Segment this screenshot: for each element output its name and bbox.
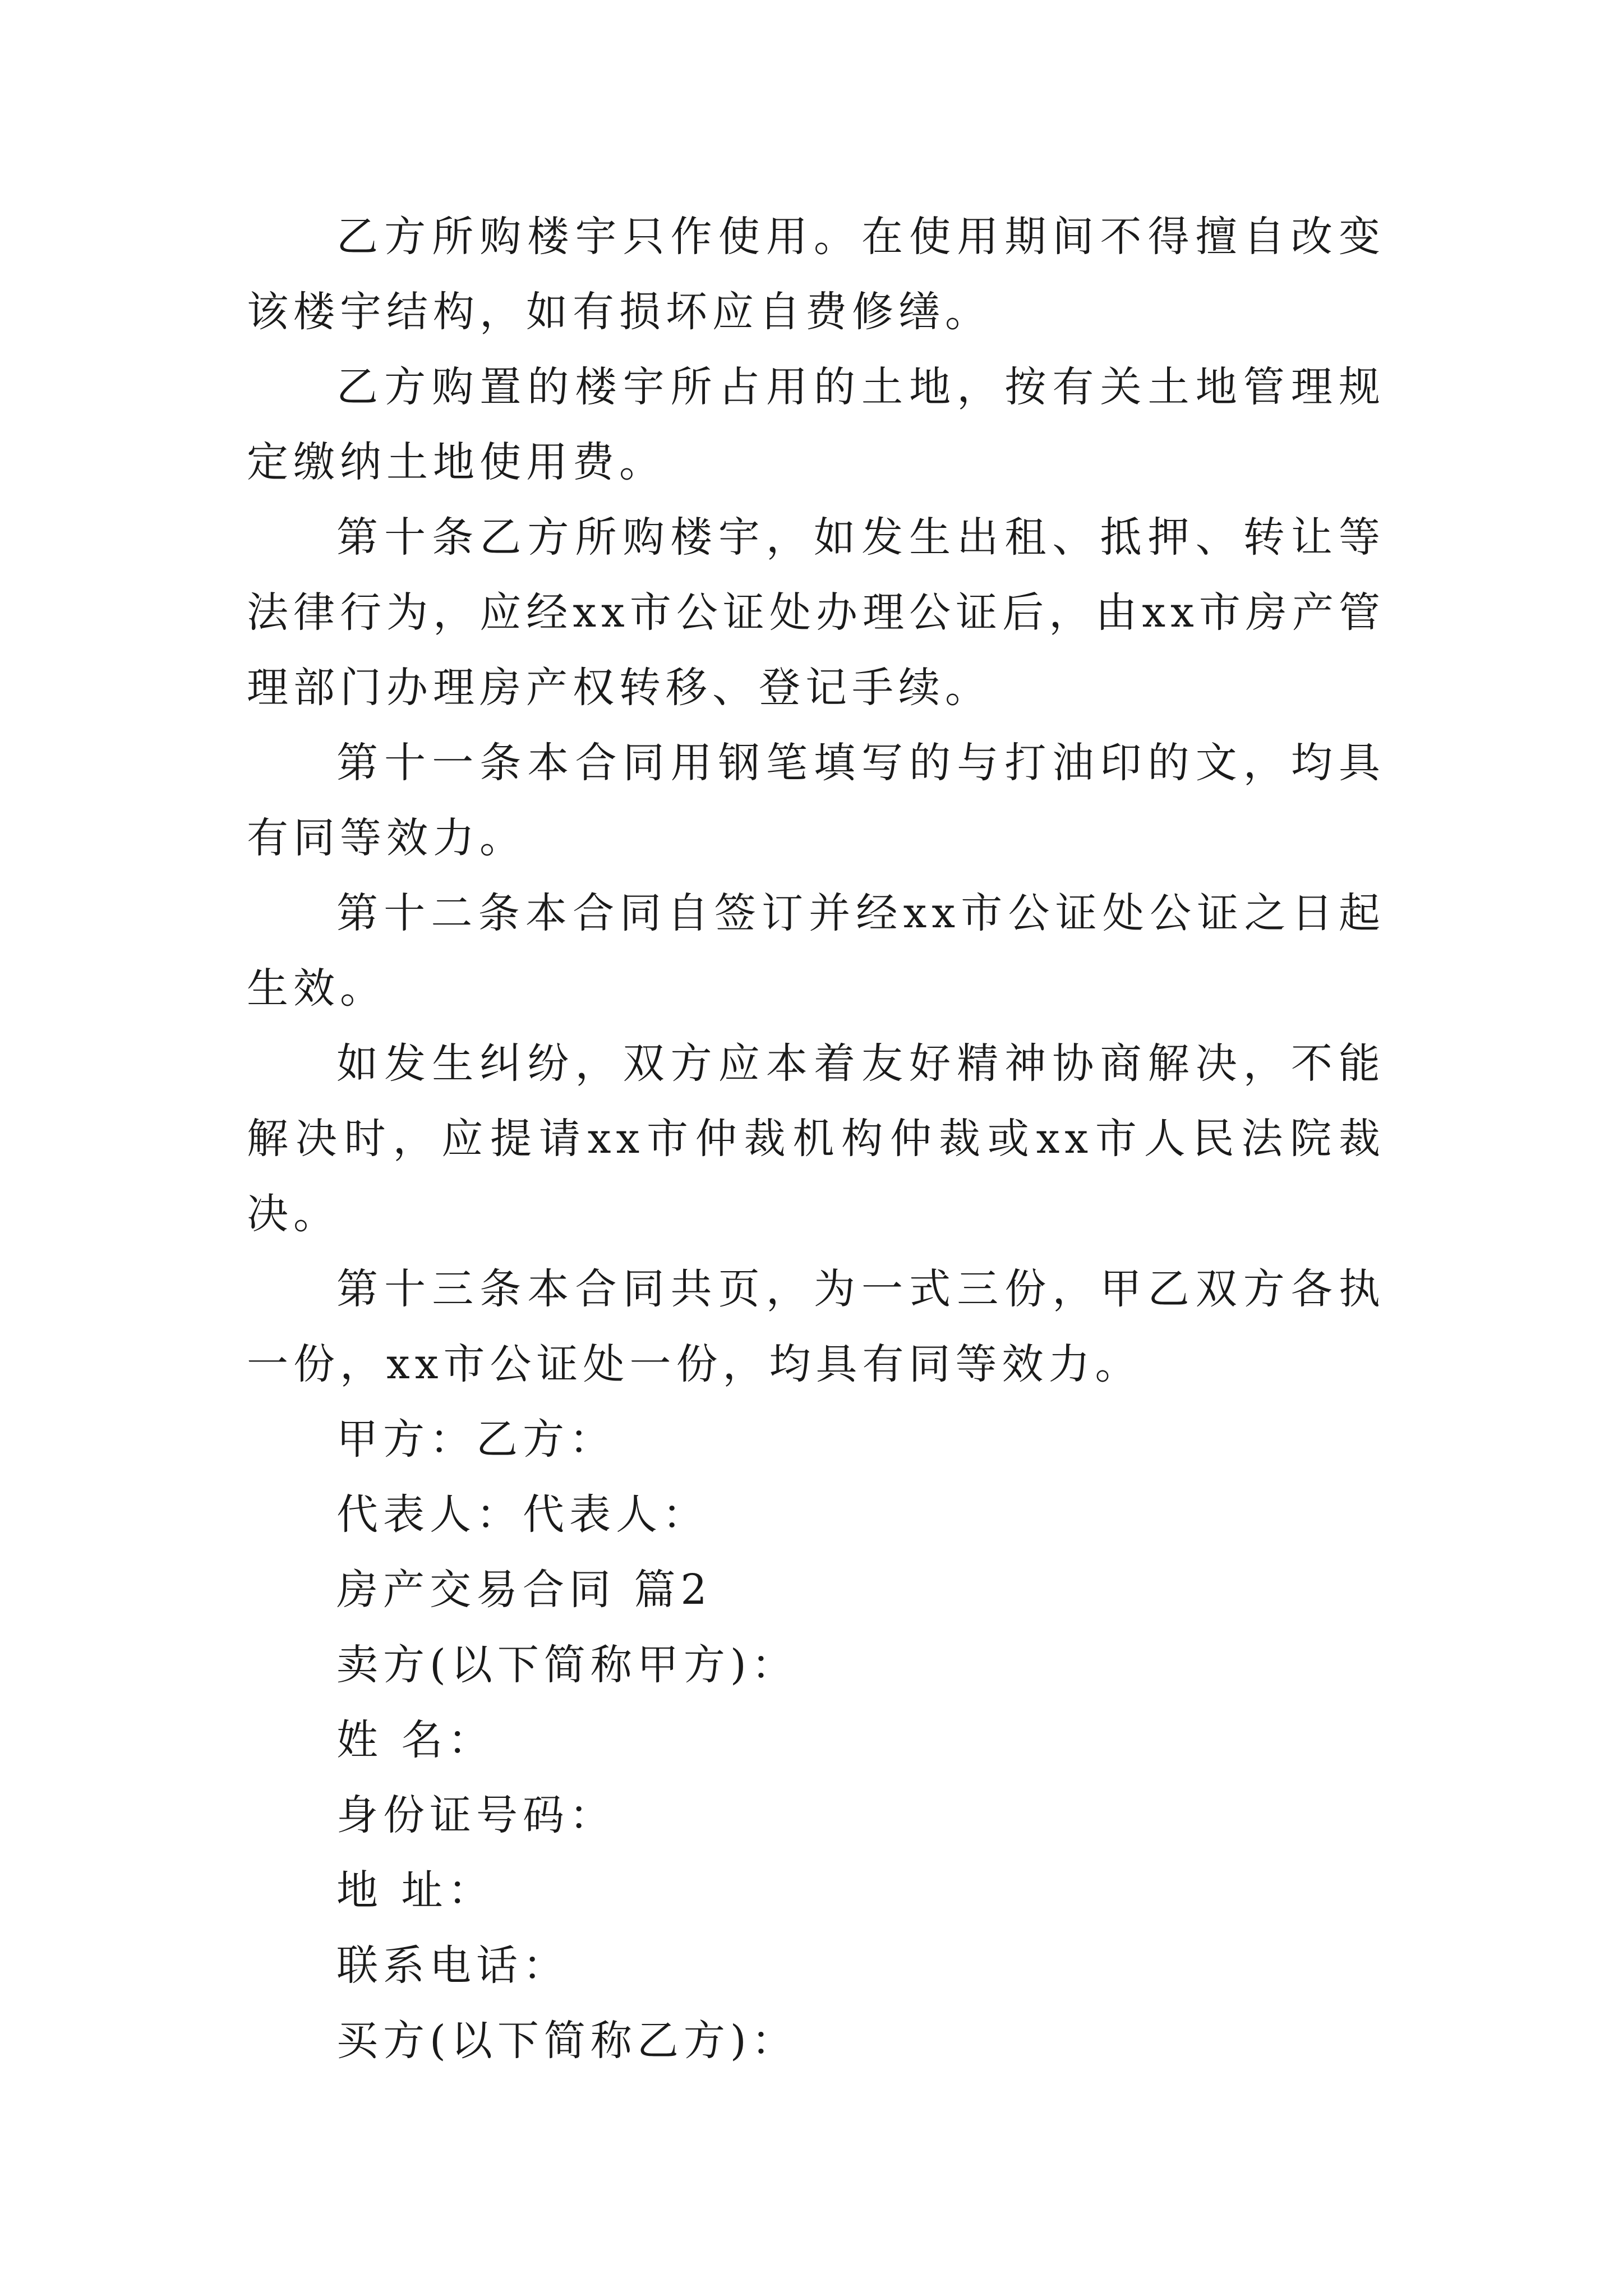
paragraph-article-12: 第十二条本合同自签订并经xx市公证处公证之日起生效。	[247, 889, 1385, 1013]
paragraph-article-13: 第十三条本合同共页，为一式三份，甲乙双方各执一份，xx市公证处一份，均具有同等效力。	[247, 1265, 1385, 1388]
seller-address-field: 地 址：	[336, 1866, 495, 1915]
paragraph-article-10: 第十条乙方所购楼宇，如发生出租、抵押、转让等法律行为，应经xx市公证处办理公证后，由xx市房产管理部门办理房产权转移、登记手续。	[247, 513, 1385, 712]
section-heading: 房产交易合同 篇2	[336, 1566, 712, 1614]
seller-heading: 卖方(以下简称甲方)：	[336, 1641, 798, 1689]
document-body	[247, 199, 1385, 2078]
signature-parties-line: 甲方：乙方：	[336, 1415, 616, 1464]
seller-id-field: 身份证号码：	[336, 1791, 616, 1839]
paragraph-article-11: 第十一条本合同用钢笔填写的与打油印的文，均具有同等效力。	[247, 739, 1385, 862]
seller-name-field: 姓 名：	[336, 1716, 495, 1764]
signature-representatives-line: 代表人：代表人：	[336, 1490, 709, 1539]
paragraph-usage-terms: 乙方所购楼宇只作使用。在使用期间不得擅自改变该楼宇结构，如有损坏应自费修缮。	[247, 213, 1385, 336]
buyer-heading: 买方(以下简称乙方)：	[336, 2017, 798, 2065]
paragraph-land-fee: 乙方购置的楼宇所占用的土地，按有关土地管理规定缴纳土地使用费。	[247, 363, 1385, 486]
seller-phone-field: 联系电话：	[336, 1941, 569, 1990]
paragraph-dispute: 如发生纠纷，双方应本着友好精神协商解决，不能解决时，应提请xx市仲裁机构仲裁或xx市人民法院裁决。	[247, 1039, 1385, 1238]
